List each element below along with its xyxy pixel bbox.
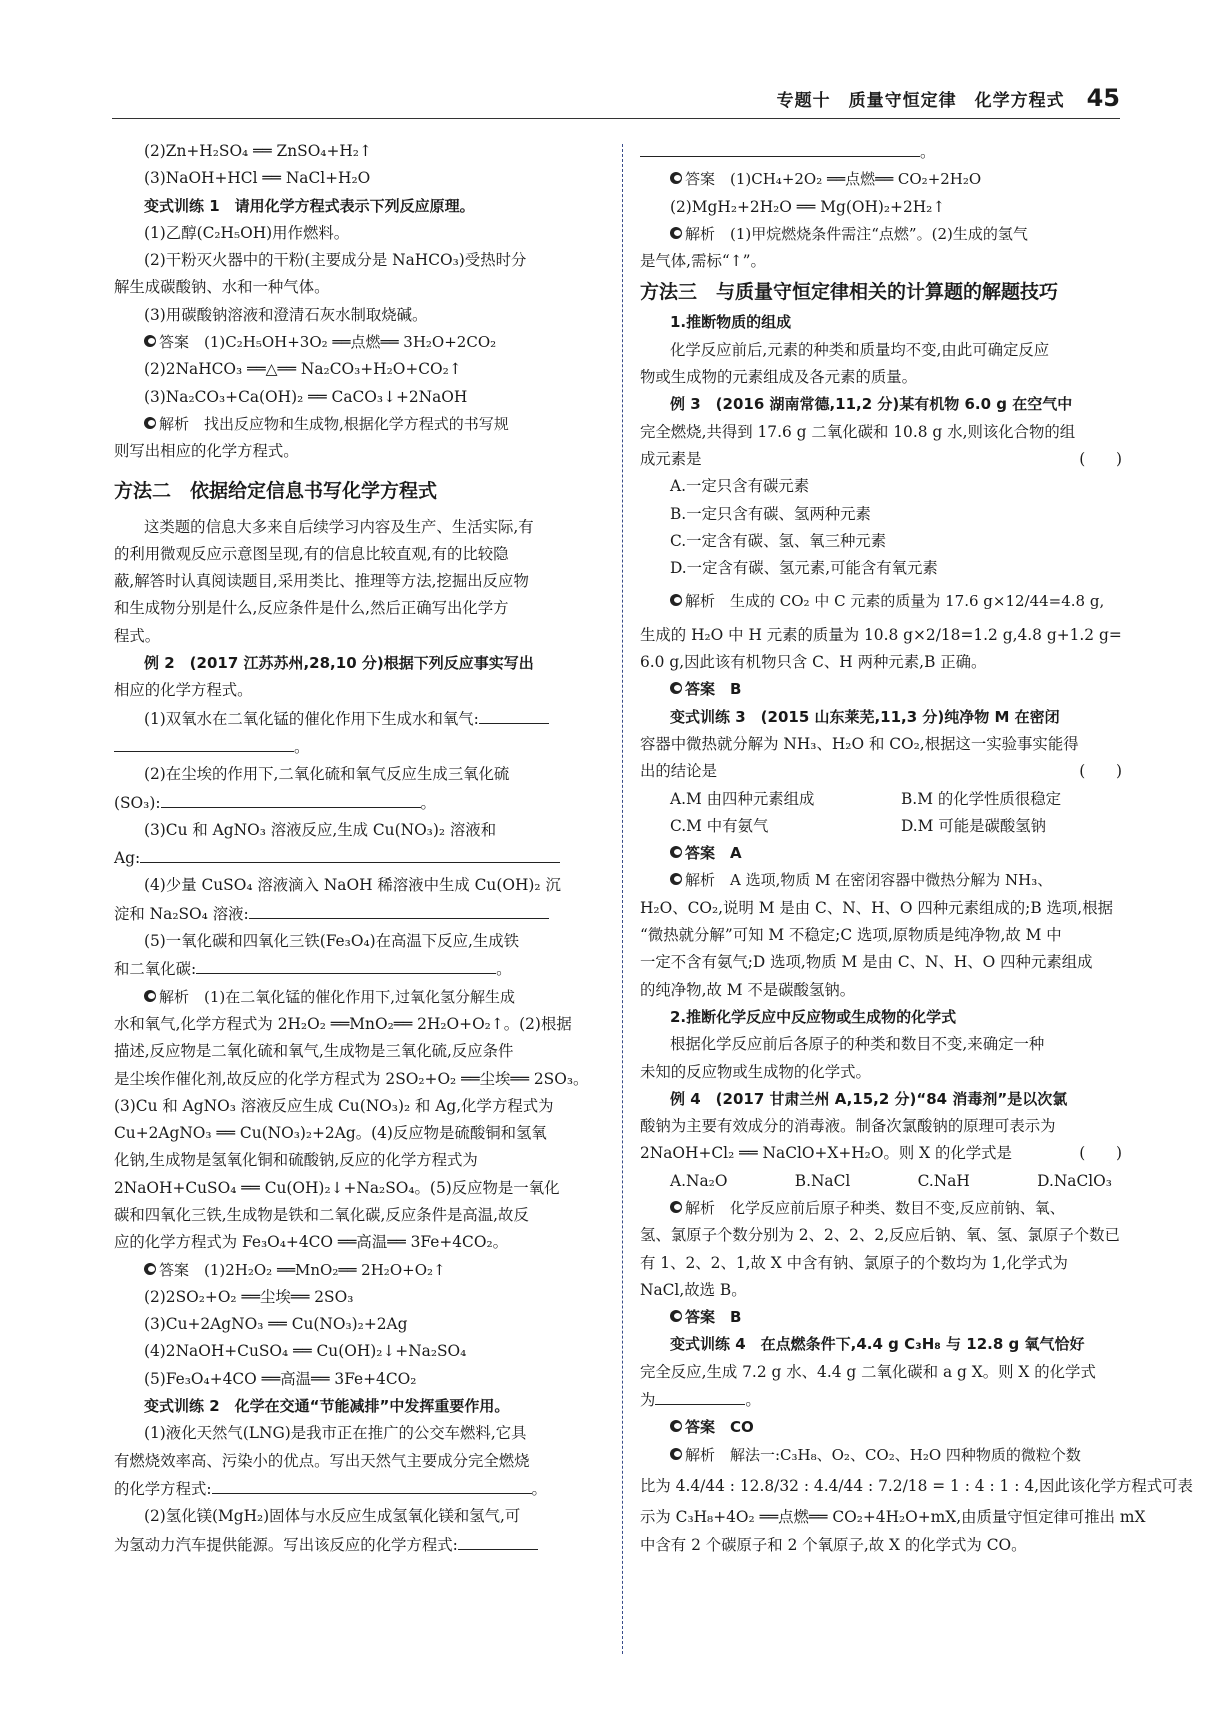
question-line: (SO₃): 。 [114,789,602,817]
text-line: (2)Zn+H₂SO₄ ══ ZnSO₄+H₂↑ [144,142,372,160]
exercise-heading: 变式训练 2 化学在交通“节能减排”中发挥重要作用。 [144,1397,510,1416]
question-line: 为氢动力汽车提供能源。写出该反应的化学方程式: [114,1531,602,1559]
question-line: 的化学方程式: 。 [114,1475,602,1503]
bullet-icon [144,335,156,347]
option-row [640,786,1132,813]
option-row [640,813,1132,840]
subsection-heading: 2.推断化学反应中反应物或生成物的化学式 [670,1007,957,1026]
answer-blank[interactable] [161,789,421,808]
chapter-title: 专题十 质量守恒定律 化学方程式 [776,90,1065,111]
exercise-heading: 变式训练 4 在点燃条件下,4.4 g C₃H₈ 与 12.8 g 氧气恰好 [670,1335,1085,1354]
option-d: D.一定含有碳、氢元素,可能含有氧元素 [670,559,938,578]
text-line: 有燃烧效率高、污染小的优点。写出天然气主要成分完全燃烧 [114,1451,530,1470]
text-line: “微热就分解”可知 M 不稳定;C 选项,原物质是纯净物,故 M 中 [640,926,1062,945]
answer-blank[interactable] [655,1386,745,1405]
text-line: (3)Cu 和 AgNO₃ 溶液反应生成 Cu(NO₃)₂ 和 Ag,化学方程式为 [114,1096,554,1115]
text-line: 有 1、2、2、1,故 X 中含有钠、氯原子的个数均为 1,化学式为 [640,1253,1068,1272]
answer-blank[interactable] [249,900,549,919]
text-line: (4)少量 CuSO₄ 溶液滴入 NaOH 稀溶液中生成 Cu(OH)₂ 沉 [144,876,561,895]
answer-line: 答案 (1)C₂H₅OH+3O₂ ══点燃══ 3H₂O+2CO₂ [114,329,602,356]
question-line: 为 。 [640,1386,1132,1414]
bullet-icon [670,1310,682,1322]
bullet-icon [670,227,682,239]
option-row [640,1168,1132,1195]
running-header [777,78,1120,118]
text-line: 容器中微热就分解为 NH₃、H₂O 和 CO₂,根据这一实验事实能得 [640,734,1079,753]
option-c: C.NaH [917,1171,970,1190]
bullet-icon [670,1201,682,1213]
analysis-line: 解析 化学反应前后原子种类、数目不变,反应前钠、氧、 [640,1195,1132,1222]
text-line: 完全反应,生成 7.2 g 水、4.4 g 二氧化碳和 a g X。则 X 的化学式 [640,1362,1096,1381]
text-line: 化钠,生成物是氢氧化铜和硫酸钠,反应的化学方程式为 [114,1151,478,1170]
text-line: 根据化学反应前后各原子的种类和数目不变,来确定一种 [670,1035,1045,1054]
text-line: 物或生成物的元素组成及各元素的质量。 [640,368,918,387]
text-line: 相应的化学方程式。 [114,681,253,700]
text-line: (5)一氧化碳和四氧化三铁(Fe₃O₄)在高温下反应,生成铁 [144,932,520,951]
text-line: 的利用微观反应示意图呈现,有的信息比较直观,有的比较隐 [114,544,509,563]
text-line: 应的化学方程式为 Fe₃O₄+4CO ══高温══ 3Fe+4CO₂。 [114,1233,509,1252]
text-line: 和生成物分别是什么,反应条件是什么,然后正确写出化学方 [114,599,509,618]
bullet-icon [670,172,682,184]
bullet-icon [670,1420,682,1432]
text-line: (2)2NaHCO₃ ══△══ Na₂CO₃+H₂O+CO₂↑ [144,360,462,379]
text-line: 示为 C₃H₈+4O₂ ══点燃══ CO₂+4H₂O+mX,由质量守恒定律可推出 mX [640,1508,1146,1527]
question-line: 成元素是 ( ) [640,446,1132,473]
question-line: 和二氧化碳: 。 [114,955,602,983]
text-line: (2)在尘埃的作用下,二氧化硫和氧气反应生成三氧化硫 [144,765,510,784]
text-line: 蔽,解答时认真阅读题目,采用类比、推理等方法,挖掘出反应物 [114,572,529,591]
bullet-icon [144,990,156,1002]
text-line: 解生成碳酸钠、水和一种气体。 [114,278,330,297]
right-column [640,138,1193,1559]
option-b: B.一定只含有碳、氢两种元素 [670,504,871,523]
text-line: (3)NaOH+HCl ══ NaCl+H₂O [144,169,371,188]
text-line: 酸钠为主要有效成分的消毒液。制备次氯酸钠的原理可表示为 [640,1117,1056,1136]
bullet-icon [670,682,682,694]
answer-line: 答案 (1)2H₂O₂ ══MnO₂══ 2H₂O+O₂↑ [114,1257,602,1284]
subsection-heading: 1.推断物质的组成 [670,313,792,332]
text-line: 比为 4.4/44 : 12.8/32 : 4.4/44 : 7.2/18 = 1 : 4 : 1 : 4,因此该化学方程式可表 [640,1476,1193,1495]
text-line: H₂O、CO₂,说明 M 是由 C、N、H、O 四种元素组成的;B 选项,根据 [640,898,1113,917]
text-line: (2)2SO₂+O₂ ══尘埃══ 2SO₃ [144,1287,354,1306]
bullet-icon [670,846,682,858]
answer-blank[interactable] [640,138,920,157]
option-d: D.NaClO₃ [1037,1171,1112,1190]
question-line: 。 [114,733,602,761]
answer-blank[interactable] [140,844,560,863]
question-line: 。 [640,138,1132,166]
example-heading: 例 4 (2017 甘肃兰州 A,15,2 分)“84 消毒剂”是以次氯 [670,1089,1068,1108]
text-line: (4)2NaOH+CuSO₄ ══ Cu(OH)₂↓+Na₂SO₄ [144,1342,467,1361]
question-line: (1)双氧水在二氧化锰的催化作用下生成水和氧气: [114,705,602,733]
question-line: 2NaOH+Cl₂ ══ NaClO+X+H₂O。则 X 的化学式是 ( ) [640,1140,1132,1167]
section-heading: 方法三 与质量守恒定律相关的计算题的解题技巧 [640,281,1059,304]
question-line: 出的结论是 ( ) [640,758,1132,785]
text-line: 水和氧气,化学方程式为 2H₂O₂ ══MnO₂══ 2H₂O+O₂↑。(2)根据 [114,1014,572,1033]
analysis-line: 解析 (1)甲烷燃烧条件需注“点燃”。(2)生成的氢气 [640,221,1132,248]
text-line: 是气体,需标“↑”。 [640,252,766,271]
answer-blank[interactable] [114,733,294,752]
answer-bracket[interactable]: ( ) [1079,449,1122,468]
text-line: 程式。 [114,626,161,645]
option-c: C.一定含有碳、氢、氧三种元素 [670,531,887,550]
page-number: 45 [1086,84,1120,112]
exercise-heading: 变式训练 3 (2015 山东莱芜,11,3 分)纯净物 M 在密闭 [670,707,1060,726]
option-d: D.M 可能是碳酸氢钠 [901,816,1047,835]
text-line: 中含有 2 个碳原子和 2 个氧原子,故 X 的化学式为 CO。 [640,1535,1027,1554]
answer-blank[interactable] [479,705,549,724]
analysis-line: 解析 生成的 CO₂ 中 C 元素的质量为 17.6 g×12/44=4.8 g, [640,588,1132,615]
bullet-icon [144,417,156,429]
text-line: (3)Cu+2AgNO₃ ══ Cu(NO₃)₂+2Ag [144,1315,408,1334]
option-b: B.NaCl [794,1171,851,1190]
text-line: (2)氢化镁(MgH₂)固体与水反应生成氢氧化镁和氢气,可 [144,1507,521,1526]
text-line: (5)Fe₃O₄+4CO ══高温══ 3Fe+4CO₂ [144,1369,417,1388]
text-line: 氢、氯原子个数分别为 2、2、2、2,反应后钠、氧、氢、氯原子个数已 [640,1226,1120,1245]
answer-bracket[interactable]: ( ) [1079,762,1122,781]
text-line: 生成的 H₂O 中 H 元素的质量为 10.8 g×2/18=1.2 g,4.8 g+1.2 g= [640,625,1122,644]
bullet-icon [670,1448,682,1460]
option-a: A.Na₂O [670,1171,728,1190]
text-line: 则写出相应的化学方程式。 [114,442,299,461]
text-line: 一定不含有氨气;D 选项,物质 M 是由 C、N、H、O 四种元素组成 [640,953,1093,972]
analysis-line: 解析 找出反应物和生成物,根据化学方程式的书写规 [114,411,602,438]
text-line: 的纯净物,故 M 不是碳酸氢钠。 [640,980,856,999]
option-c: C.M 中有氨气 [670,816,769,835]
header-rule [112,118,1120,119]
answer-blank[interactable] [196,955,496,974]
column-divider [622,144,623,1654]
answer-line: 答案 CO [640,1414,1132,1441]
text-line: (3)用碳酸钠溶液和澄清石灰水制取烧碱。 [144,305,428,324]
text-line: (3)Cu 和 AgNO₃ 溶液反应,生成 Cu(NO₃)₂ 溶液和 [144,820,497,839]
answer-line: 答案 B [640,1304,1132,1331]
option-b: B.M 的化学性质很稳定 [901,789,1061,808]
question-line: Ag: [114,844,602,872]
text-line: 这类题的信息大多来自后续学习内容及生产、生活实际,有 [144,517,534,536]
text-line: (2)MgH₂+2H₂O ══ Mg(OH)₂+2H₂↑ [670,197,946,216]
bullet-icon [670,594,682,606]
text-line: (1)液化天然气(LNG)是我市正在推广的公交车燃料,它具 [144,1424,527,1443]
text-line: 碳和四氧化三铁,生成物是铁和二氧化碳,反应条件是高温,故反 [114,1205,529,1224]
analysis-line: 解析 A 选项,物质 M 在密闭容器中微热分解为 NH₃、 [640,867,1132,894]
analysis-line: 解析 解法一:C₃H₈、O₂、CO₂、H₂O 四种物质的微粒个数 [640,1442,1132,1469]
example-heading: 例 3 (2016 湖南常德,11,2 分)某有机物 6.0 g 在空气中 [670,395,1073,414]
answer-line: 答案 A [640,840,1132,867]
answer-blank[interactable] [212,1475,532,1494]
example-heading: 例 2 (2017 江苏苏州,28,10 分)根据下列反应事实写出 [144,654,534,673]
text-line: 是尘埃作催化剂,故反应的化学方程式为 2SO₂+O₂ ══尘埃══ 2SO₃。 [114,1069,589,1088]
text-line: (1)乙醇(C₂H₅OH)用作燃料。 [144,223,350,242]
text-line: Cu+2AgNO₃ ══ Cu(NO₃)₂+2Ag。(4)反应物是硫酸铜和氢氧 [114,1124,547,1143]
analysis-line: 解析 (1)在二氧化锰的催化作用下,过氧化氢分解生成 [114,984,602,1011]
text-line: 化学反应前后,元素的种类和质量均不变,由此可确定反应 [670,340,1050,359]
answer-blank[interactable] [458,1531,538,1550]
text-line: (3)Na₂CO₃+Ca(OH)₂ ══ CaCO₃↓+2NaOH [144,387,468,406]
answer-line: 答案 B [640,676,1132,703]
bullet-icon [144,1263,156,1275]
text-line: 2NaOH+CuSO₄ ══ Cu(OH)₂↓+Na₂SO₄。(5)反应物是一氧化 [114,1178,560,1197]
left-column [114,138,602,1559]
answer-bracket[interactable]: ( ) [1079,1144,1122,1163]
text-line: 6.0 g,因此该有机物只含 C、H 两种元素,B 正确。 [640,653,987,672]
text-line: (2)干粉灭火器中的干粉(主要成分是 NaHCO₃)受热时分 [144,251,527,270]
exercise-heading: 变式训练 1 请用化学方程式表示下列反应原理。 [144,196,475,215]
section-heading: 方法二 依据给定信息书写化学方程式 [114,479,438,502]
text-line: 未知的反应物或生成物的化学式。 [640,1062,871,1081]
question-line: 淀和 Na₂SO₄ 溶液: [114,900,602,928]
option-a: A.M 由四种元素组成 [670,789,815,808]
option-a: A.一定只含有碳元素 [670,477,810,496]
text-line: 完全燃烧,共得到 17.6 g 二氧化碳和 10.8 g 水,则该化合物的组 [640,422,1076,441]
text-line: 描述,反应物是二氧化硫和氧气,生成物是三氧化硫,反应条件 [114,1042,514,1061]
answer-line: 答案 (1)CH₄+2O₂ ══点燃══ CO₂+2H₂O [640,166,1132,193]
bullet-icon [670,873,682,885]
text-line: NaCl,故选 B。 [640,1280,747,1299]
